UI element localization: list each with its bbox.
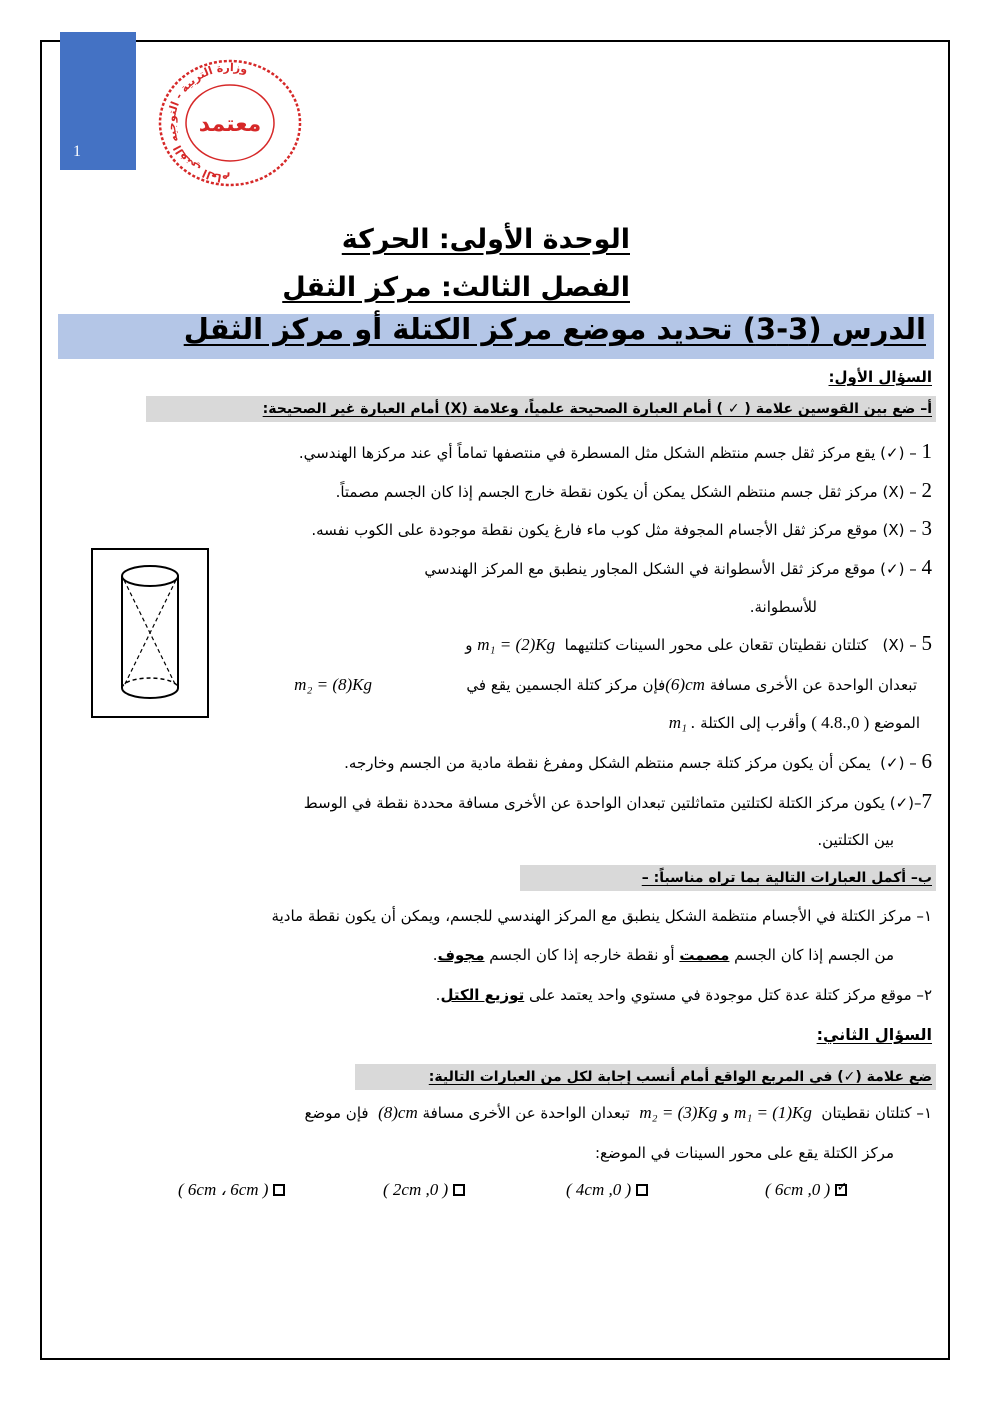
q2-option-3[interactable]: ( 2cm ,0 ) bbox=[383, 1179, 465, 1200]
q1a-item-4: 4 – (✓) موقع مركز ثقل الأسطوانة في الشكل المجاور ينطبق مع المركز الهندسي bbox=[424, 555, 932, 579]
checkbox[interactable] bbox=[636, 1184, 648, 1196]
q1a-item-5-m2: m₂ = (8)Kg bbox=[294, 675, 372, 694]
cylinder-icon bbox=[93, 550, 207, 716]
q2-option-4[interactable]: ( 6cm ، 6cm ) bbox=[178, 1179, 285, 1200]
q1b-item-2: ٢– موقع مركز كتلة عدة كتل موجودة في مستوي واحد يعتمد على توزيع الكتل. bbox=[435, 986, 932, 1004]
q1a-item-5: 5 – (X) كتلتان نقطيتان تقعان على محور السينات كتلتيهما m₁ = (2)Kg و bbox=[465, 631, 932, 655]
stamp-word: معتمد bbox=[198, 112, 262, 137]
q1a-item-7: 7–(✓) يكون مركز الكتلة لكتلتين متماثلتين تبعدان الواحدة عن الأخرى مسافة محددة نقطة في الوسط bbox=[303, 789, 932, 813]
q1a-item-1: 1 – (✓) يقع مركز ثقل جسم منتظم الشكل مثل المسطرة في منتصفها تماماً أي عند مركزها الهندسي. bbox=[298, 439, 932, 463]
checkbox[interactable] bbox=[273, 1184, 285, 1196]
q1a-item-2: 2 – (X) مركز ثقل جسم منتظم الشكل يمكن أن يكون نقطة خارج الجسم إذا كان الجسم مصمتاً. bbox=[335, 478, 932, 502]
q1a-item-5-line2: تبعدان الواحدة عن الأخرى مسافة (6)cmفإن مركز كتلة الجسمين يقع في bbox=[466, 675, 917, 694]
q1a-item-7-cont: بين الكتلتين. bbox=[817, 831, 894, 849]
cylinder-figure bbox=[91, 548, 209, 718]
q2-instruction: ضع علامة (✓) في المربع الواقع أمام أنسب إجابة لكل من العبارات التالية: bbox=[428, 1069, 932, 1085]
stamp-ring-text: وزارة التربية - التوجيه الفني العام bbox=[164, 60, 249, 186]
approval-stamp bbox=[150, 55, 310, 195]
q1a-item-6: 6 – (✓) يمكن أن يكون مركز كتلة جسم منتظم الشكل ومفرغ نقطة مادية من الجسم وخارجه. bbox=[344, 749, 932, 773]
checkbox-checked[interactable] bbox=[835, 1180, 848, 1196]
lesson-title: الدرس (3-3) تحديد موضع مركز الكتلة أو مركز الثقل bbox=[183, 312, 926, 346]
check-icon: ✓ bbox=[836, 1180, 848, 1195]
chapter-title: الفصل الثالث: مركز الثقل bbox=[282, 272, 630, 303]
checkbox[interactable] bbox=[453, 1184, 465, 1196]
q1a-instruction: أ– ضع بين القوسين علامة ( ✓ ) أمام العبارة الصحيحة علمياً، وعلامة (X) أمام العبارة غير الصحيحة: bbox=[262, 401, 932, 417]
q1b-item-1-line2: من الجسم إذا كان الجسم مصمت أو نقطة خارجه إذا كان الجسم مجوف. bbox=[432, 946, 894, 964]
q1a-item-3: 3 – (X) موقع مركز ثقل الأجسام المجوفة مثل كوب ماء فارغ يكون نقطة موجودة على الكوب نفسه. bbox=[311, 516, 932, 540]
page-number: 1 bbox=[73, 143, 81, 160]
page-number-tab bbox=[60, 32, 136, 170]
q2-item-1: ١– كتلتان نقطيتان m₁ = (1)Kg و m₂ = (3)Kg تبعدان الواحدة عن الأخرى مسافة (8)cm فإن موضع bbox=[304, 1103, 932, 1122]
unit-title: الوحدة الأولى: الحركة bbox=[341, 224, 630, 255]
q1b-item-1: ١– مركز الكتلة في الأجسام منتظمة الشكل ينطبق مع المركز الهندسي للجسم، ويمكن أن يكون نقطة مادية bbox=[271, 907, 932, 925]
q2-item-1-line2: مركز الكتلة يقع على محور السينات في الموضع: bbox=[594, 1144, 894, 1162]
q1a-item-4-cont: للأسطوانة. bbox=[749, 598, 817, 616]
q2-option-2[interactable]: ( 4cm ,0 ) bbox=[566, 1179, 648, 1200]
q1a-item-5-line3: الموضع ( 4.8.,0 ) وأقرب إلى الكتلة m₁ . bbox=[668, 713, 920, 732]
q2-heading: السؤال الثاني: bbox=[816, 1025, 932, 1044]
q2-option-1[interactable]: ( 6cm ,0 ) ✓ bbox=[765, 1180, 848, 1199]
q1-heading: السؤال الأول: bbox=[828, 368, 932, 386]
q1b-instruction: ب– أكمل العبارات التالية بما تراه مناسباً: – bbox=[641, 870, 932, 886]
